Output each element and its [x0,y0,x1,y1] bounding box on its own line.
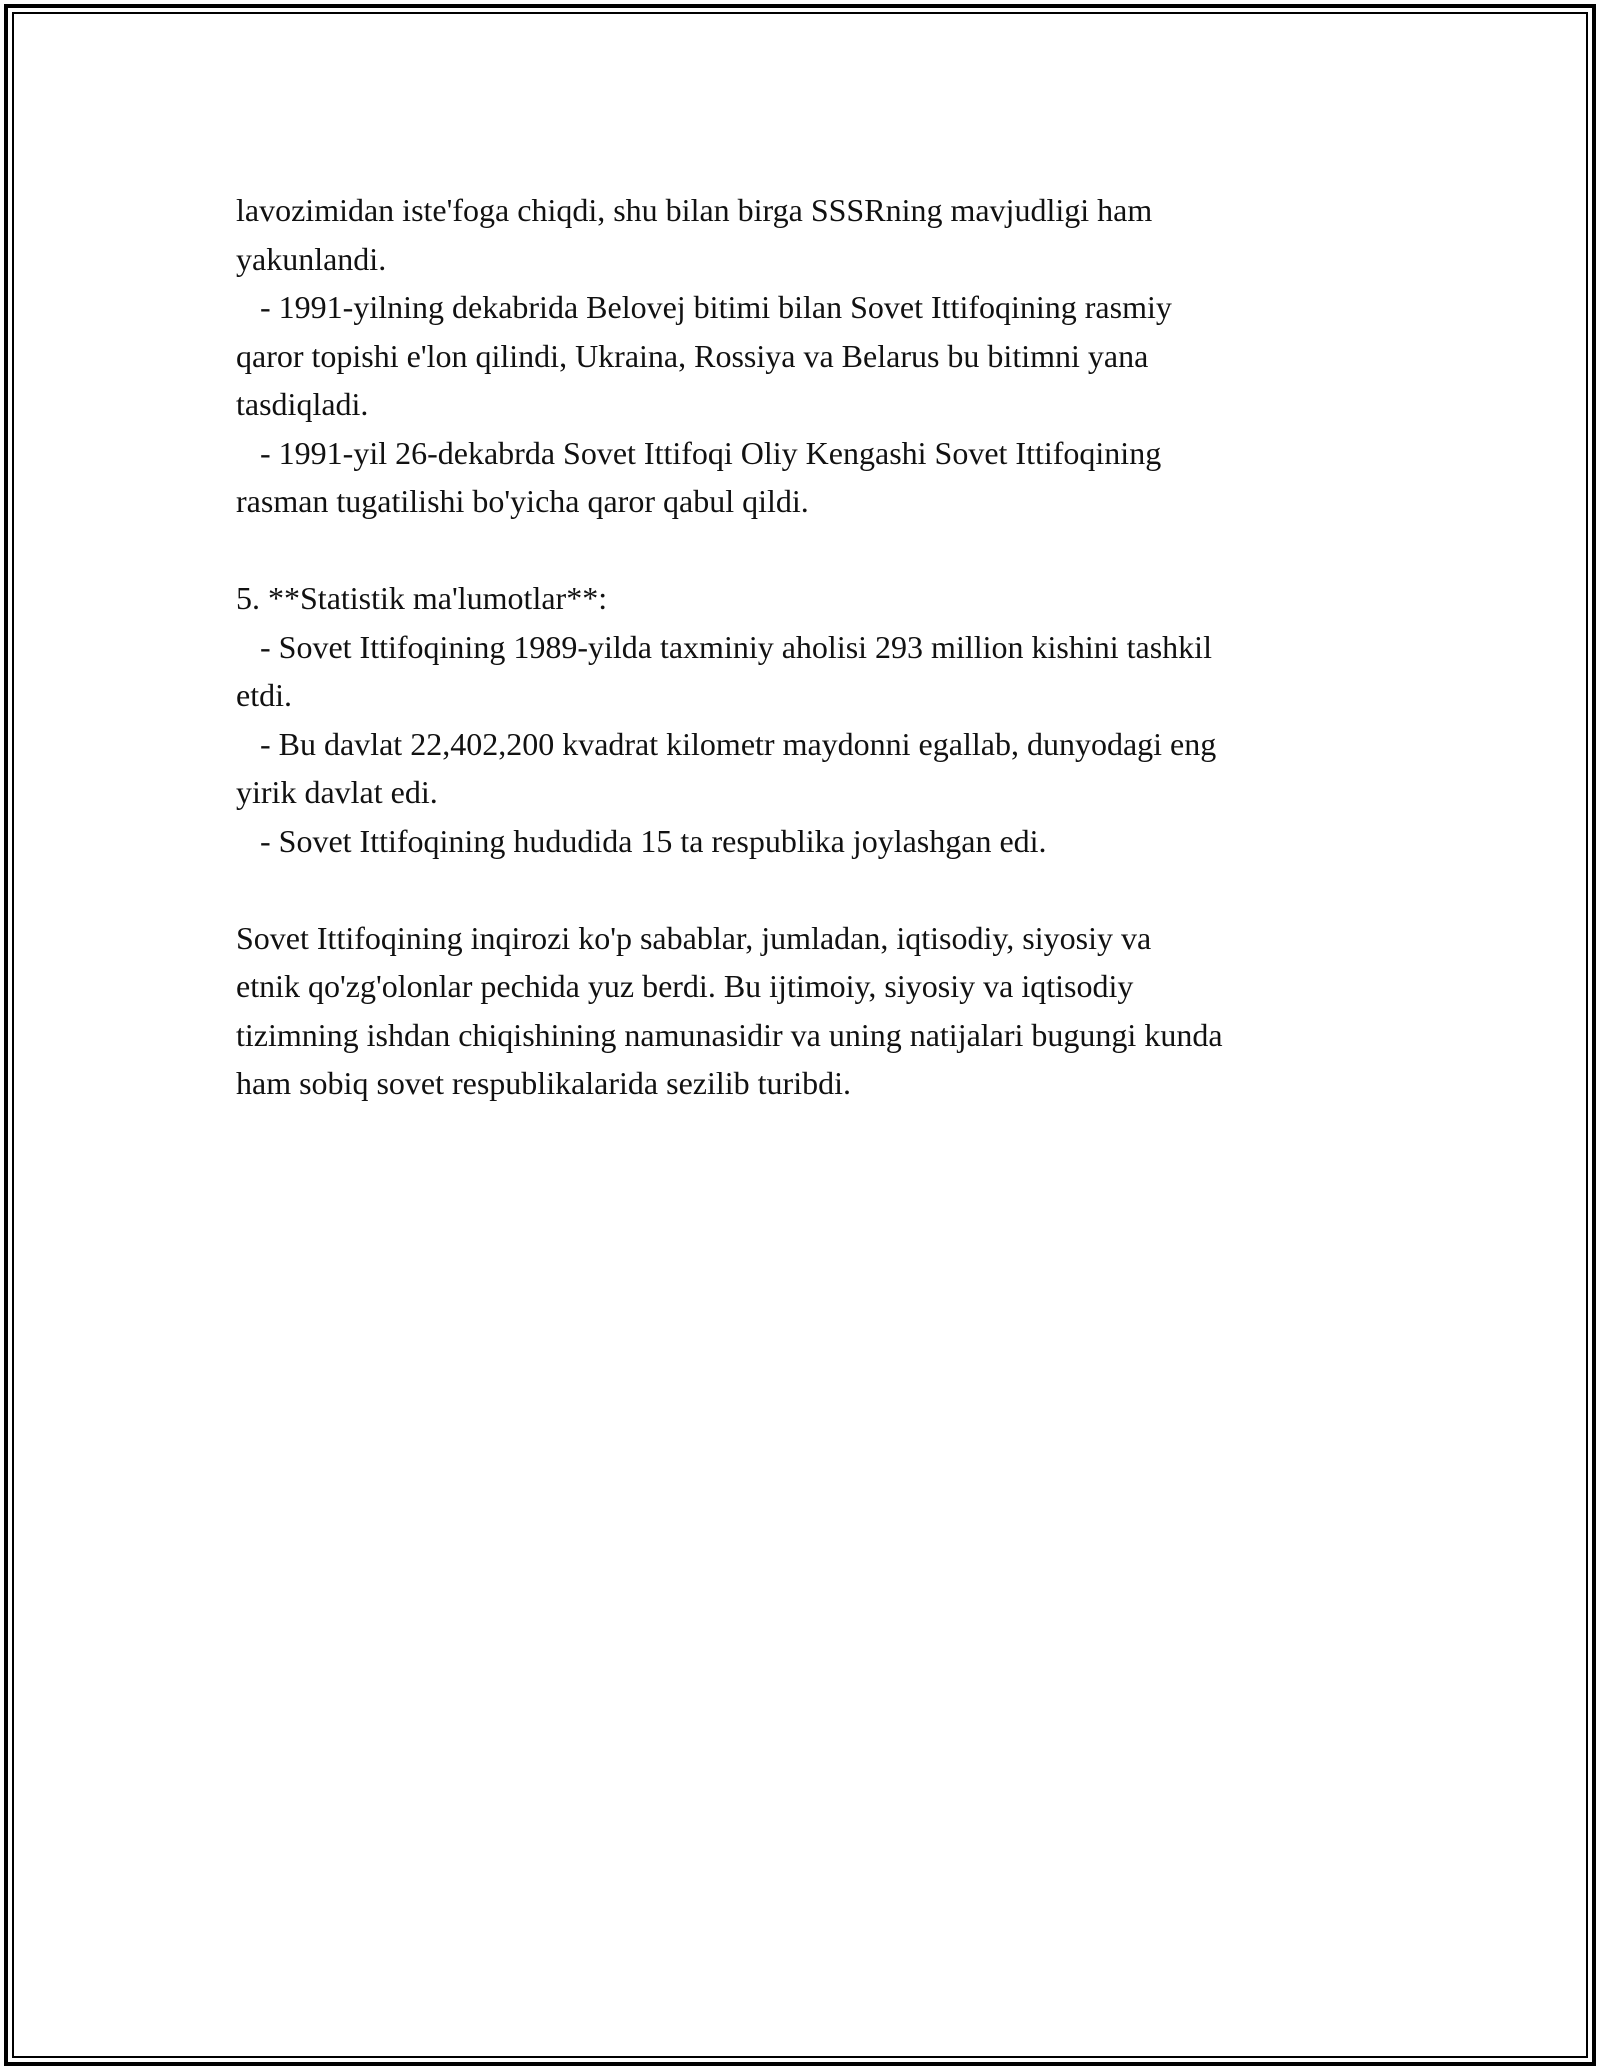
text-line: yirik davlat edi. [236,774,438,810]
text-line: etdi. [236,677,292,713]
blank-line [236,865,1376,914]
text-line: - 1991-yil 26-dekabrda Sovet Ittifoqi Oliy Kengashi Sovet Ittifoqining [236,434,1162,471]
text-line: tizimning ishdan chiqishining namunasidir va uning natijalari bugungi kunda [236,1016,1223,1053]
text-line: tasdiqladi. [236,386,369,422]
text-line: qaror topishi e'lon qilindi, Ukraina, Rossiya va Belarus bu bitimni yana [236,337,1149,374]
text-line: - Bu davlat 22,402,200 kvadrat kilometr maydonni egallab, dunyodagi eng [236,725,1217,762]
text-line: ham sobiq sovet respublikalarida sezilib turibdi. [236,1065,851,1101]
blank-line [236,526,1376,575]
text-line: - Sovet Ittifoqining 1989-yilda taxminiy aholisi 293 million kishini tashkil [236,628,1212,665]
text-line: etnik qo'zg'olonlar pechida yuz berdi. Bu ijtimoiy, siyosiy va iqtisodiy [236,968,1134,1004]
text-line: rasman tugatilishi bo'yicha qaror qabul qildi. [236,483,809,519]
text-line: - 1991-yilning dekabrida Belovej bitimi bilan Sovet Ittifoqining rasmiy [236,289,1172,325]
text-line: lavozimidan iste'foga chiqdi, shu bilan birga SSSRning mavjudligi ham [236,192,1153,228]
text-line: - Sovet Ittifoqining hududida 15 ta respublika joylashgan edi. [236,822,1047,859]
text-line: Sovet Ittifoqining inqirozi ko'p sabablar, jumladan, iqtisodiy, siyosiy va [236,919,1152,956]
document-body [236,186,1376,1108]
section-heading: 5. **Statistik ma'lumotlar**: [236,580,608,616]
text-line: yakunlandi. [236,240,387,277]
